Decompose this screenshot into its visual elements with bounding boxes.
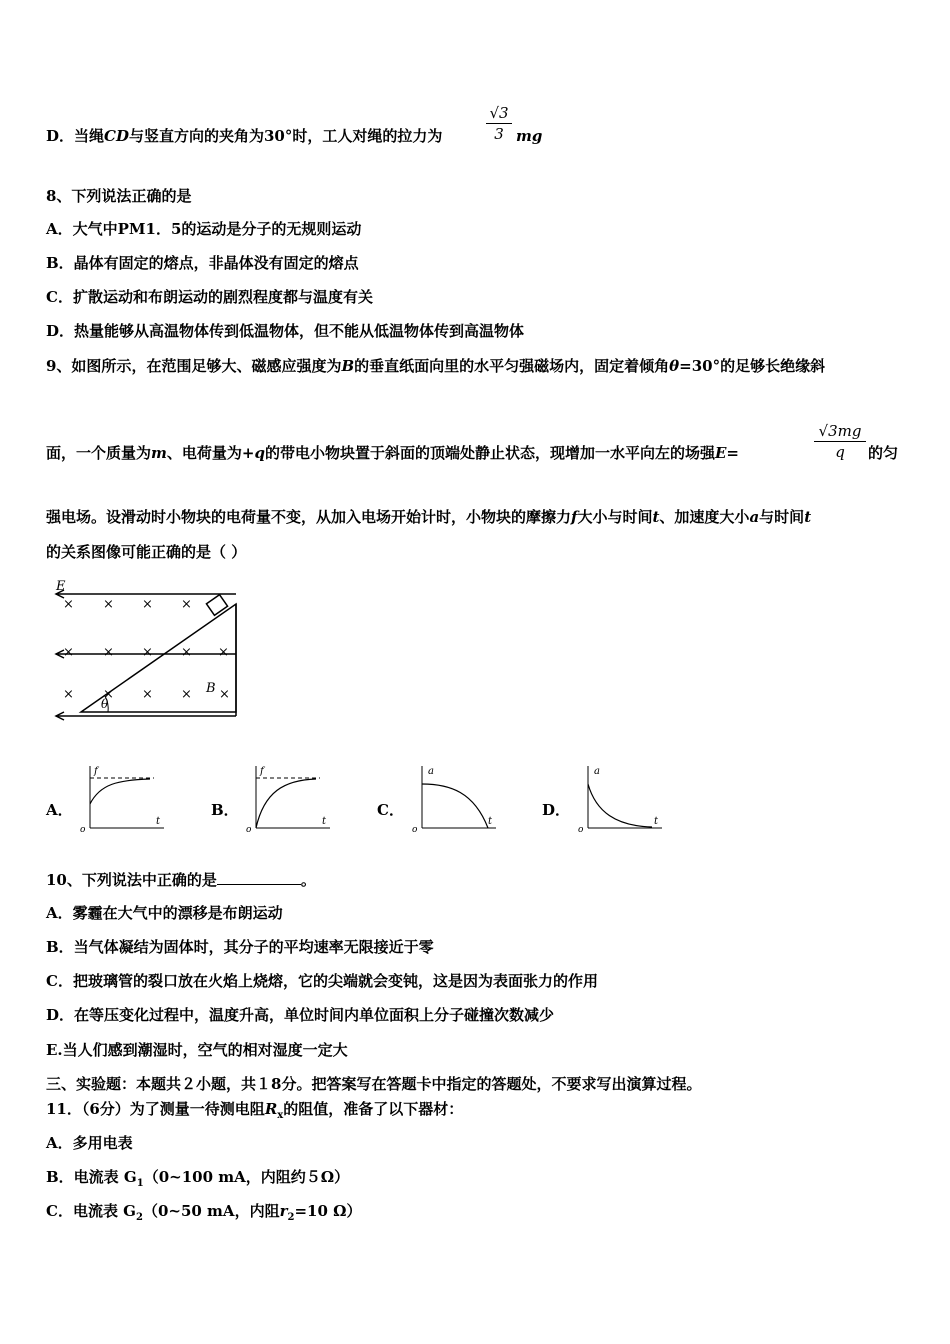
q11-option-b: B．电流表 $G_1(0\sim 100$ mA，内阻约５Ω） — [46, 1168, 350, 1189]
q9-stem-line1: 9、如图所示，在范围足够大、磁感应强度为B的垂直纸面向里的水平匀强磁场内，固定着倾角θ=30°的足够长绝缘斜 — [46, 357, 826, 375]
q8-option-a: A．大气中PM1．5的运动是分子的无规则运动 — [46, 220, 362, 238]
origin-label: o — [412, 825, 418, 834]
cross-mark: × — [103, 597, 114, 612]
cross-mark: × — [63, 687, 74, 702]
q8-stem: 8、下列说法正确的是 — [46, 187, 192, 205]
q10-option-c: C．把玻璃管的裂口放在火焰上烧熔，它的尖端就会变钝，这是因为表面张力的作用 — [46, 972, 598, 990]
q8-option-b: B．晶体有固定的熔点，非晶体没有固定的熔点 — [46, 254, 359, 272]
q11-option-a: A．多用电表 — [46, 1134, 133, 1152]
x-axis-label: t — [322, 816, 327, 827]
origin-label: o — [246, 825, 252, 834]
cross-mark: × — [181, 687, 192, 702]
a-curve — [422, 784, 488, 828]
cross-mark: × — [103, 687, 114, 702]
theta-label: θ — [101, 697, 109, 711]
magnetic-field-crosses — [63, 597, 230, 702]
q10-option-d: D．在等压变化过程中，温度升高，单位时间内单位面积上分子碰撞次数减少 — [46, 1006, 555, 1024]
cross-mark: × — [63, 597, 74, 612]
cross-mark: × — [218, 645, 229, 660]
cross-mark: × — [181, 597, 192, 612]
q9-stem-line3: 强电场。设滑动时小物块的电荷量不变，从加入电场开始计时，小物块的摩擦力f大小与时间t、加速度大小a与时间t — [46, 508, 812, 526]
cross-mark: × — [181, 645, 192, 660]
q10-option-b: B．当气体凝结为固体时，其分子的平均速率无限接近于零 — [46, 938, 434, 956]
graph-a-label: A． — [46, 801, 73, 819]
graph-b-label: B． — [211, 801, 239, 819]
q9-incline-figure — [46, 574, 246, 724]
f-curve — [90, 779, 150, 804]
graph-d — [576, 762, 666, 834]
q9-stem-line4: 的关系图像可能正确的是（ ） — [46, 543, 247, 561]
field-e-label: E — [56, 579, 66, 594]
graph-c-label: C． — [377, 801, 404, 819]
graph-c — [410, 762, 500, 834]
x-axis-label: t — [654, 816, 659, 827]
cross-mark: × — [219, 687, 230, 702]
y-axis-label: a — [594, 766, 600, 777]
cross-mark: × — [63, 645, 74, 660]
q10-option-a: A．雾霾在大气中的漂移是布朗运动 — [46, 904, 283, 922]
graph-a — [78, 762, 168, 834]
cross-mark: × — [142, 687, 153, 702]
cross-mark: × — [103, 645, 114, 660]
a-curve — [588, 784, 652, 827]
y-axis-label: f — [94, 766, 98, 777]
q7-mg: mg — [516, 127, 543, 145]
origin-label: o — [80, 825, 86, 834]
x-axis-label: t — [488, 816, 493, 827]
answer-blank[interactable] — [217, 870, 301, 885]
field-b-label: B — [206, 681, 216, 696]
q11-option-c: C．电流表 $G_2(0\sim 50$ mA，内阻$r_2=10$ Ω） — [46, 1202, 362, 1223]
q7-option-d: D．当绳CD与竖直方向的夹角为30°时，工人对绳的拉力为 — [46, 127, 443, 145]
q10-stem: 10、下列说法中正确的是 。 — [46, 871, 316, 889]
q9-field-fraction: √3mg q — [814, 422, 866, 461]
cross-mark: × — [142, 645, 153, 660]
q10-option-e: E.当人们感到潮湿时，空气的相对湿度一定大 — [46, 1041, 348, 1059]
f-curve — [256, 779, 316, 828]
q8-option-d: D．热量能够从高温物体传到低温物体，但不能从低温物体传到高温物体 — [46, 322, 525, 340]
q8-option-c: C．扩散运动和布朗运动的剧烈程度都与温度有关 — [46, 288, 373, 306]
graph-d-label: D． — [542, 801, 571, 819]
x-axis-label: t — [156, 816, 161, 827]
origin-label: o — [578, 825, 584, 834]
y-axis-label: f — [260, 766, 264, 777]
cross-mark: × — [142, 597, 153, 612]
q11-stem: 11．（6分）为了测量一待测电阻$R_x$的阻值，准备了以下器材： — [46, 1100, 464, 1121]
section3-title: 三、实验题：本题共２小题，共１8分。把答案写在答题卡中指定的答题处，不要求写出演算过程。 — [46, 1075, 702, 1093]
y-axis-label: a — [428, 766, 434, 777]
q9-stem-line2-end: 的匀 — [868, 444, 899, 462]
graph-b — [244, 762, 334, 834]
q9-stem-line2: 面，一个质量为m、电荷量为+q的带电小物块置于斜面的顶端处静止状态，现增加一水平向左的场强E= — [46, 444, 739, 462]
q7-fraction: √3 3 — [486, 104, 512, 143]
